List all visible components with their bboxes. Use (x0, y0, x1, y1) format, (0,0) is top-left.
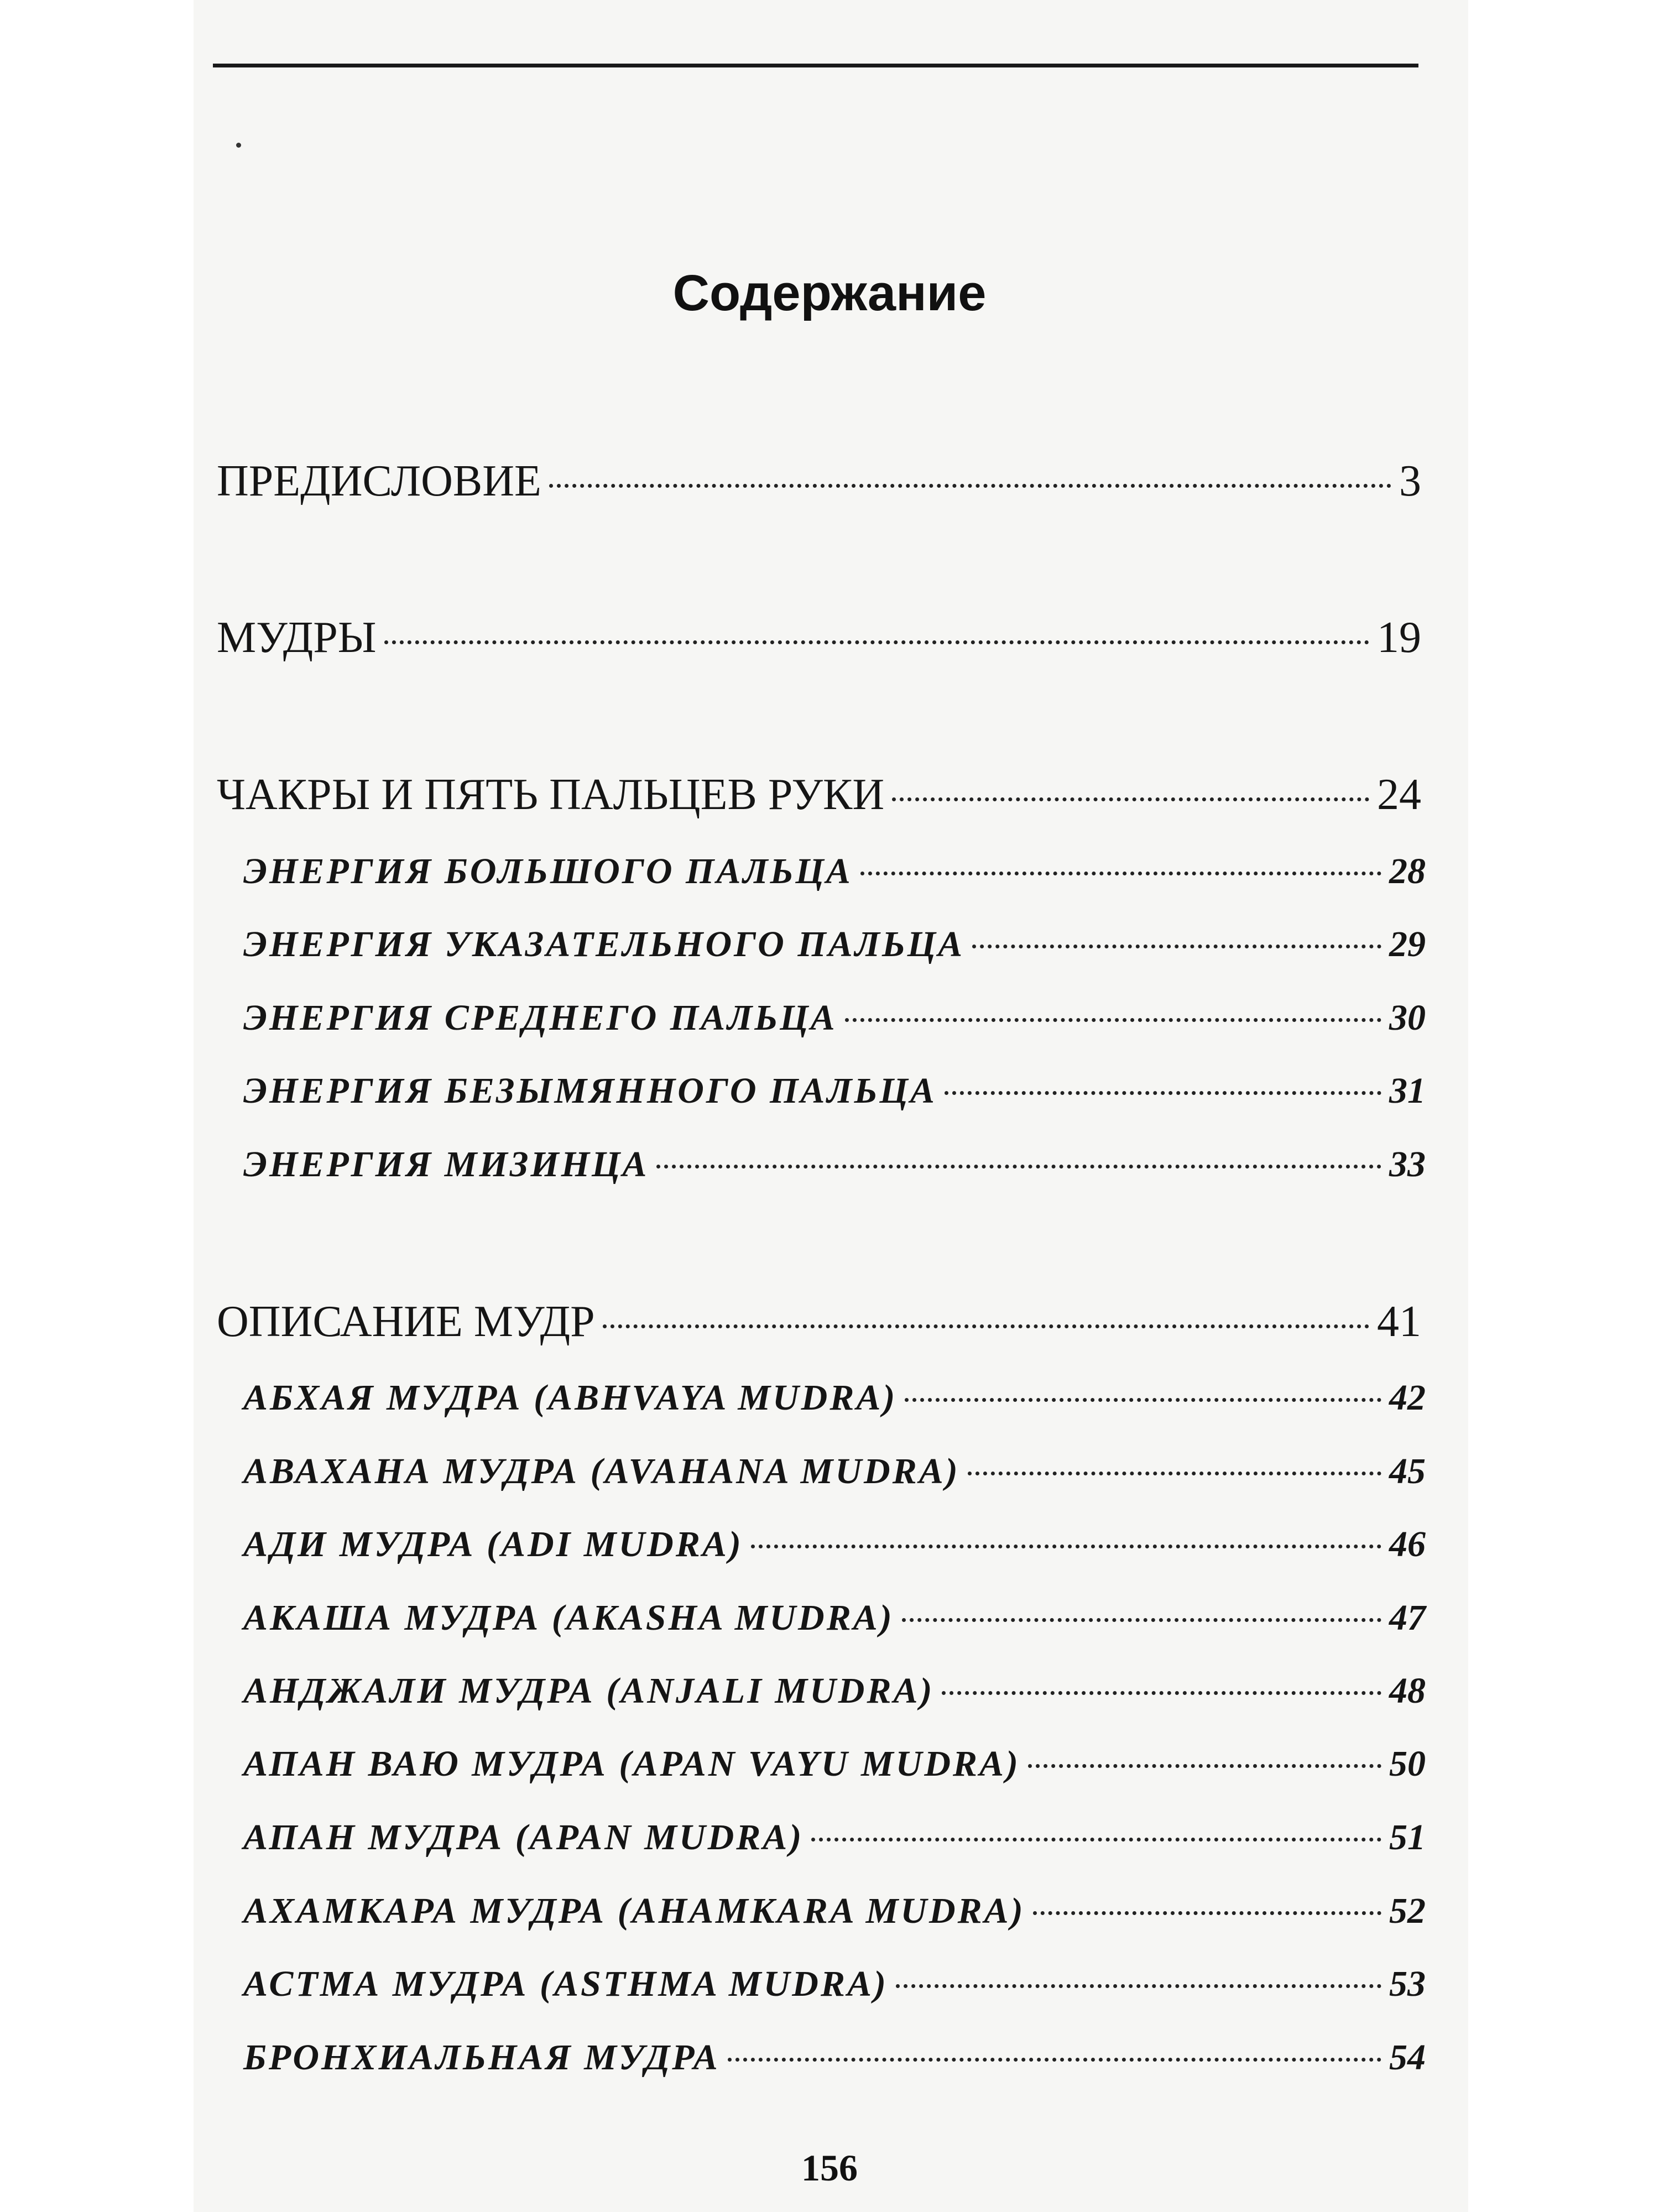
toc-entry-label: АДИ МУДРА (ADI MUDRA) (243, 1524, 743, 1564)
dot-leader (384, 640, 1369, 644)
toc-entry-label: АКАША МУДРА (AKASHA MUDRA) (243, 1598, 894, 1638)
toc-entry-page: 42 (1389, 1378, 1426, 1418)
toc-entry-label: БРОНХИАЛЬНАЯ МУДРА (243, 2037, 720, 2078)
toc-subentry (243, 1597, 1426, 1639)
toc-subentry (243, 1377, 1426, 1419)
dot-leader (549, 484, 1391, 488)
toc-entry-page: 48 (1389, 1671, 1426, 1711)
toc-entry-page: 46 (1389, 1524, 1426, 1564)
toc-subentry (243, 1817, 1426, 1859)
toc-entry-label: АПАН ВАЮ МУДРА (APAN VAYU MUDRA) (243, 1744, 1021, 1784)
dot-leader (972, 945, 1381, 948)
toc-entry-label: ЧАКРЫ И ПЯТЬ ПАЛЬЦЕВ РУКИ (217, 770, 885, 819)
toc-subentry (243, 1524, 1426, 1566)
dot-leader (892, 797, 1369, 801)
toc-subentry (243, 924, 1426, 966)
toc-subentry (243, 1451, 1426, 1493)
dot-leader (728, 2058, 1381, 2062)
toc-subentry (243, 1890, 1426, 1932)
header-rule (213, 64, 1418, 67)
print-speck (236, 143, 241, 148)
toc-subentry (243, 1144, 1426, 1186)
toc-entry-page: 47 (1389, 1598, 1426, 1638)
toc-entry-page: 24 (1377, 770, 1421, 819)
dot-leader (902, 1618, 1381, 1622)
toc-subentry (243, 1743, 1426, 1785)
toc-entry-label: ЭНЕРГИЯ БОЛЬШОГО ПАЛЬЦА (243, 851, 853, 891)
toc-entry-page: 41 (1377, 1297, 1421, 1346)
dot-leader (905, 1398, 1381, 1402)
toc-subentry (243, 1963, 1426, 2005)
toc-entry-page: 30 (1389, 998, 1426, 1038)
toc-subentry (243, 2037, 1426, 2079)
toc-entry-label: ЭНЕРГИЯ МИЗИНЦА (243, 1144, 649, 1185)
toc-entry-page: 19 (1377, 613, 1421, 662)
toc-entry-page: 50 (1389, 1744, 1426, 1784)
toc-entry-mudra-descriptions (217, 1297, 1421, 1347)
toc-entry-page: 31 (1389, 1071, 1426, 1111)
toc-entry-label: АСТМА МУДРА (ASTHMA MUDRA) (243, 1964, 888, 2004)
dot-leader (1033, 1911, 1381, 1915)
toc-entry-label: АПАН МУДРА (APAN MUDRA) (243, 1817, 804, 1858)
toc-entry-page: 54 (1389, 2037, 1426, 2078)
toc-entry-label: ЭНЕРГИЯ УКАЗАТЕЛЬНОГО ПАЛЬЦА (243, 924, 965, 964)
toc-subentry (243, 997, 1426, 1039)
toc-subentry (243, 1070, 1426, 1112)
dot-leader (656, 1165, 1381, 1168)
toc-entry-chakras (217, 770, 1421, 820)
toc-entry-label: АВАХАНА МУДРА (AVAHANA MUDRA) (243, 1451, 960, 1491)
toc-entry-label: ПРЕДИСЛОВИЕ (217, 457, 541, 505)
toc-entry-page: 3 (1399, 457, 1421, 505)
toc-entry-label: АНДЖАЛИ МУДРА (ANJALI MUDRA) (243, 1671, 935, 1711)
toc-entry-preface (217, 456, 1421, 506)
toc-subentry (243, 1670, 1426, 1712)
dot-leader (845, 1018, 1381, 1022)
toc-entry-label: ЭНЕРГИЯ БЕЗЫМЯННОГО ПАЛЬЦА (243, 1071, 937, 1111)
toc-entry-label: МУДРЫ (217, 613, 377, 662)
dot-leader (860, 872, 1381, 875)
toc-subentry (243, 851, 1426, 893)
toc-entry-page: 33 (1389, 1144, 1426, 1185)
toc-entry-label: ЭНЕРГИЯ СРЕДНЕГО ПАЛЬЦА (243, 998, 837, 1038)
dot-leader (1028, 1764, 1381, 1768)
toc-entry-page: 28 (1389, 851, 1426, 891)
toc-entry-label: АХАМКАРА МУДРА (AHAMKARA MUDRA) (243, 1891, 1025, 1931)
dot-leader (945, 1091, 1381, 1095)
toc-entry-mudras (217, 613, 1421, 662)
dot-leader (942, 1691, 1381, 1695)
dot-leader (968, 1472, 1381, 1475)
contents-heading: Содержание (672, 265, 987, 321)
page-number: 156 (801, 2147, 858, 2189)
toc-entry-page: 53 (1389, 1964, 1426, 2004)
dot-leader (896, 1984, 1381, 1988)
toc-entry-page: 29 (1389, 924, 1426, 964)
toc-entry-page: 45 (1389, 1451, 1426, 1491)
toc-entry-page: 52 (1389, 1891, 1426, 1931)
toc-entry-label: ОПИСАНИЕ МУДР (217, 1297, 595, 1346)
dot-leader (751, 1545, 1381, 1548)
toc-entry-label: АБХАЯ МУДРА (ABHVAYA MUDRA) (243, 1378, 898, 1418)
dot-leader (811, 1838, 1381, 1841)
toc-entry-page: 51 (1389, 1817, 1426, 1858)
dot-leader (603, 1324, 1369, 1328)
